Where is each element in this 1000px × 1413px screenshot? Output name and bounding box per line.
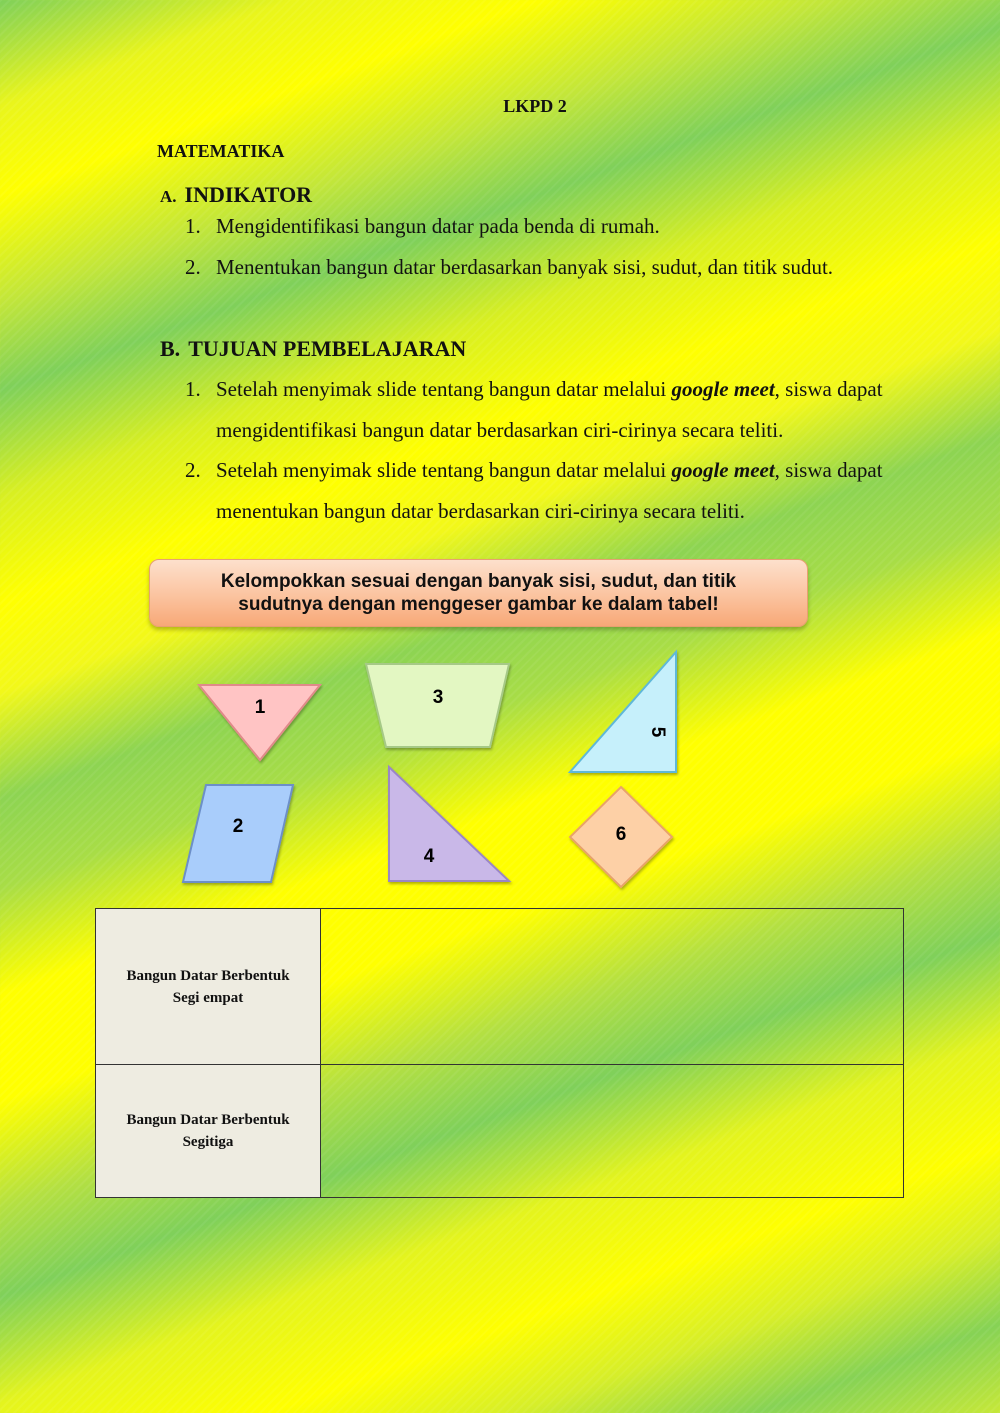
list-item-text-end: , siswa dapat menentukan bangun datar berdasarkan ciri-cirinya secara teliti. (216, 458, 883, 523)
section-b-letter: B. (160, 336, 181, 361)
list-item (185, 450, 945, 531)
section-b-heading (160, 336, 466, 362)
tujuan-list (185, 369, 945, 531)
shape-6-rhombus[interactable] (570, 787, 672, 887)
shape-2-parallelogram[interactable] (183, 785, 293, 882)
list-item (185, 206, 945, 247)
row-label-line: Bangun Datar Berbentuk (126, 1112, 290, 1128)
drop-zone-segitiga[interactable] (321, 1065, 904, 1198)
section-a-title: INDIKATOR (184, 182, 313, 207)
list-item-emphasis: google meet (671, 458, 775, 482)
shape-4-right-triangle[interactable] (389, 767, 509, 881)
section-b-title: TUJUAN PEMBELAJARAN (188, 336, 467, 361)
shape-number: 6 (615, 824, 627, 845)
list-item-text: Mengidentifikasi bangun datar pada benda di rumah. (216, 214, 660, 238)
subject-label: MATEMATIKA (157, 141, 285, 161)
shape-number: 1 (254, 697, 266, 718)
list-item-number: 2. (185, 254, 201, 279)
list-item (185, 369, 945, 450)
list-item (185, 247, 876, 288)
table-row (96, 909, 904, 1065)
row-label-line: Bangun Datar Berbentuk (126, 967, 290, 984)
list-item-number: 1. (185, 377, 201, 401)
shape-5-right-triangle[interactable] (570, 652, 676, 772)
shape-number: 4 (423, 846, 435, 867)
row-label-line: Segitiga (182, 1134, 234, 1150)
indikator-list (185, 206, 945, 287)
shapes-area (0, 640, 1000, 900)
table-row (96, 1065, 904, 1198)
shape-number: 3 (432, 687, 444, 708)
drop-zone-segi-empat[interactable] (321, 909, 904, 1065)
row-label-line: Segi empat (172, 989, 244, 1006)
page-title: LKPD 2 (503, 96, 567, 116)
section-a-heading (160, 182, 312, 208)
list-item-text-end: , siswa dapat mengidentifikasi bangun datar berdasarkan ciri-cirinya secara teliti. (216, 377, 883, 442)
sorting-table (95, 908, 904, 1198)
shape-1-triangle[interactable] (199, 685, 320, 760)
section-a-letter: A. (160, 187, 177, 206)
list-item-text-start: Setelah menyimak slide tentang bangun datar melalui (216, 458, 672, 482)
shape-number: 2 (232, 816, 244, 837)
row-label-segitiga (96, 1065, 321, 1198)
list-item-emphasis: google meet (671, 377, 775, 401)
list-item-number: 1. (185, 214, 201, 238)
row-label-segi-empat (96, 909, 321, 1065)
list-item-text: Menentukan bangun datar berdasarkan banyak sisi, sudut, dan titik sudut. (216, 254, 834, 279)
list-item-text-start: Setelah menyimak slide tentang bangun datar melalui (216, 377, 672, 401)
instruction-banner: Kelompokkan sesuai dengan banyak sisi, sudut, dan titik sudutnya dengan menggeser gambar ke dalam tabel! (149, 559, 808, 627)
shape-3-trapezoid[interactable] (366, 664, 509, 747)
list-item-number: 2. (185, 458, 201, 482)
shape-number: 5 (647, 726, 668, 738)
